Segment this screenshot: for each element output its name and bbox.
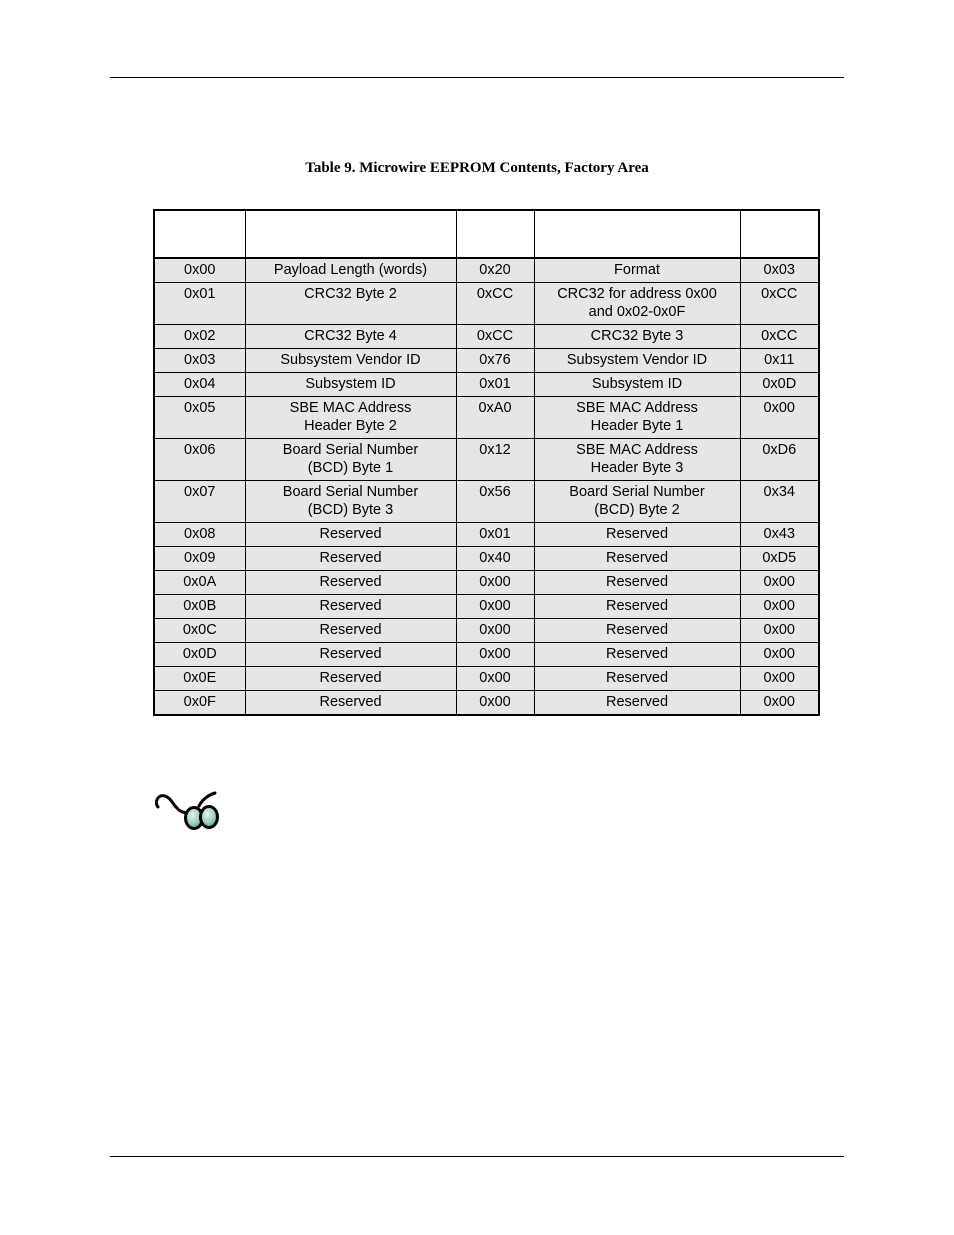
value-cell: 0x00: [456, 667, 534, 691]
cell-text-line: Reserved: [605, 574, 669, 590]
value-cell: 0xCC: [456, 283, 534, 325]
table-row: [154, 547, 819, 571]
cell-text-line: Subsystem ID: [591, 376, 683, 392]
field-cell: [245, 571, 456, 595]
header-cell: [740, 210, 819, 258]
cell-text-line: Header Byte 2: [304, 418, 397, 434]
cell-text-line: Reserved: [605, 694, 669, 710]
field-cell: [534, 523, 740, 547]
value-cell: 0xD5: [740, 547, 819, 571]
cell-text-line: Subsystem ID: [305, 376, 396, 392]
table-row: [154, 397, 819, 439]
table-row: [154, 667, 819, 691]
value-cell: 0x00: [456, 571, 534, 595]
field-cell: [245, 547, 456, 571]
value-cell: 0x01: [456, 523, 534, 547]
address-cell: 0x06: [154, 439, 245, 481]
value-cell: 0x20: [456, 258, 534, 283]
cell-text-line: Reserved: [319, 622, 382, 638]
footer-rule: [110, 1156, 844, 1157]
cell-text-line: Reserved: [605, 598, 669, 614]
field-cell: [245, 258, 456, 283]
table-row: [154, 481, 819, 523]
field-cell: [245, 643, 456, 667]
field-cell: [245, 349, 456, 373]
header-cell: [534, 210, 740, 258]
value-cell: 0x34: [740, 481, 819, 523]
cell-text-line: Subsystem Vendor ID: [566, 352, 708, 368]
value-cell: 0x00: [740, 571, 819, 595]
address-cell: 0x00: [154, 258, 245, 283]
value-cell: 0xD6: [740, 439, 819, 481]
header-rule: [110, 77, 844, 78]
address-cell: 0x0B: [154, 595, 245, 619]
value-cell: 0xCC: [456, 325, 534, 349]
table-header-row: [154, 210, 819, 258]
cell-text-line: Board Serial Number: [282, 442, 419, 458]
header-cell: [154, 210, 245, 258]
cell-text-line: Reserved: [319, 670, 382, 686]
table-row: [154, 325, 819, 349]
address-cell: 0x08: [154, 523, 245, 547]
reading-glasses-icon: [152, 786, 224, 834]
value-cell: 0xCC: [740, 325, 819, 349]
cell-text-line: Board Serial Number: [569, 484, 705, 500]
field-cell: [534, 619, 740, 643]
cell-text-line: Header Byte 3: [590, 460, 684, 476]
cell-text-line: (BCD) Byte 3: [307, 502, 394, 518]
cell-text-line: Reserved: [319, 550, 382, 566]
value-cell: 0x00: [456, 619, 534, 643]
cell-text-line: Reserved: [605, 622, 669, 638]
cell-text-line: Reserved: [319, 526, 382, 542]
value-cell: 0x12: [456, 439, 534, 481]
cell-text-line: SBE MAC Address: [576, 442, 698, 458]
field-cell: [534, 349, 740, 373]
cell-text-line: Header Byte 1: [590, 418, 684, 434]
address-cell: 0x03: [154, 349, 245, 373]
field-cell: [534, 283, 740, 325]
value-cell: 0x01: [456, 373, 534, 397]
value-cell: 0x56: [456, 481, 534, 523]
cell-text-line: Reserved: [605, 526, 669, 542]
table-row: [154, 595, 819, 619]
cell-text-line: (BCD) Byte 2: [594, 502, 680, 518]
field-cell: [245, 481, 456, 523]
cell-text-line: Reserved: [605, 670, 669, 686]
field-cell: [534, 481, 740, 523]
cell-text-line: CRC32 for address 0x00: [557, 286, 717, 302]
value-cell: 0x00: [456, 691, 534, 716]
value-cell: 0x76: [456, 349, 534, 373]
field-cell: [245, 373, 456, 397]
value-cell: 0x43: [740, 523, 819, 547]
value-cell: 0x00: [740, 595, 819, 619]
address-cell: 0x02: [154, 325, 245, 349]
address-cell: 0x04: [154, 373, 245, 397]
value-cell: 0x00: [740, 643, 819, 667]
cell-text-line: Reserved: [319, 598, 382, 614]
header-cell: [456, 210, 534, 258]
field-cell: [534, 325, 740, 349]
field-cell: [245, 595, 456, 619]
value-cell: 0x40: [456, 547, 534, 571]
cell-text-line: Board Serial Number: [282, 484, 419, 500]
cell-text-line: CRC32 Byte 3: [590, 328, 684, 344]
table-caption: Table 9. Microwire EEPROM Contents, Factory Area: [305, 160, 649, 176]
field-cell: [534, 595, 740, 619]
value-cell: 0x11: [740, 349, 819, 373]
table-row: [154, 439, 819, 481]
field-cell: [534, 397, 740, 439]
value-cell: 0x0D: [740, 373, 819, 397]
table-row: [154, 523, 819, 547]
field-cell: [245, 619, 456, 643]
address-cell: 0x05: [154, 397, 245, 439]
table-row: [154, 373, 819, 397]
table-row: [154, 571, 819, 595]
table-row: [154, 691, 819, 716]
value-cell: 0x00: [456, 643, 534, 667]
field-cell: [534, 373, 740, 397]
field-cell: [534, 439, 740, 481]
cell-text-line: Reserved: [319, 694, 382, 710]
cell-text-line: SBE MAC Address: [576, 400, 698, 416]
address-cell: 0x0A: [154, 571, 245, 595]
table-row: [154, 619, 819, 643]
field-cell: [245, 397, 456, 439]
header-cell: [245, 210, 456, 258]
address-cell: 0x0D: [154, 643, 245, 667]
cell-text-line: Payload Length (words): [273, 262, 428, 278]
field-cell: [534, 547, 740, 571]
address-cell: 0x01: [154, 283, 245, 325]
address-cell: 0x0C: [154, 619, 245, 643]
cell-text-line: Reserved: [319, 574, 382, 590]
field-cell: [534, 258, 740, 283]
cell-text-line: Subsystem Vendor ID: [280, 352, 421, 368]
eeprom-table: [153, 209, 820, 716]
value-cell: 0x03: [740, 258, 819, 283]
value-cell: 0x00: [740, 691, 819, 716]
field-cell: [245, 667, 456, 691]
cell-text-line: and 0x02-0x0F: [588, 304, 686, 320]
value-cell: 0xCC: [740, 283, 819, 325]
field-cell: [245, 523, 456, 547]
table-row: [154, 283, 819, 325]
field-cell: [245, 325, 456, 349]
field-cell: [245, 439, 456, 481]
address-cell: 0x09: [154, 547, 245, 571]
address-cell: 0x0E: [154, 667, 245, 691]
value-cell: 0x00: [456, 595, 534, 619]
value-cell: 0x00: [740, 667, 819, 691]
cell-text-line: Reserved: [605, 550, 669, 566]
cell-text-line: Reserved: [605, 646, 669, 662]
cell-text-line: (BCD) Byte 1: [307, 460, 394, 476]
cell-text-line: SBE MAC Address: [289, 400, 412, 416]
address-cell: 0x07: [154, 481, 245, 523]
field-cell: [245, 691, 456, 716]
table-row: [154, 643, 819, 667]
table-row: [154, 258, 819, 283]
cell-text-line: CRC32 Byte 4: [304, 328, 397, 344]
cell-text-line: Reserved: [319, 646, 382, 662]
table-body: [154, 258, 819, 715]
field-cell: [534, 571, 740, 595]
field-cell: [534, 667, 740, 691]
field-cell: [534, 691, 740, 716]
value-cell: 0x00: [740, 397, 819, 439]
value-cell: 0xA0: [456, 397, 534, 439]
field-cell: [245, 283, 456, 325]
cell-text-line: Format: [614, 262, 660, 278]
field-cell: [534, 643, 740, 667]
table-row: [154, 349, 819, 373]
value-cell: 0x00: [740, 619, 819, 643]
address-cell: 0x0F: [154, 691, 245, 716]
cell-text-line: CRC32 Byte 2: [304, 286, 397, 302]
